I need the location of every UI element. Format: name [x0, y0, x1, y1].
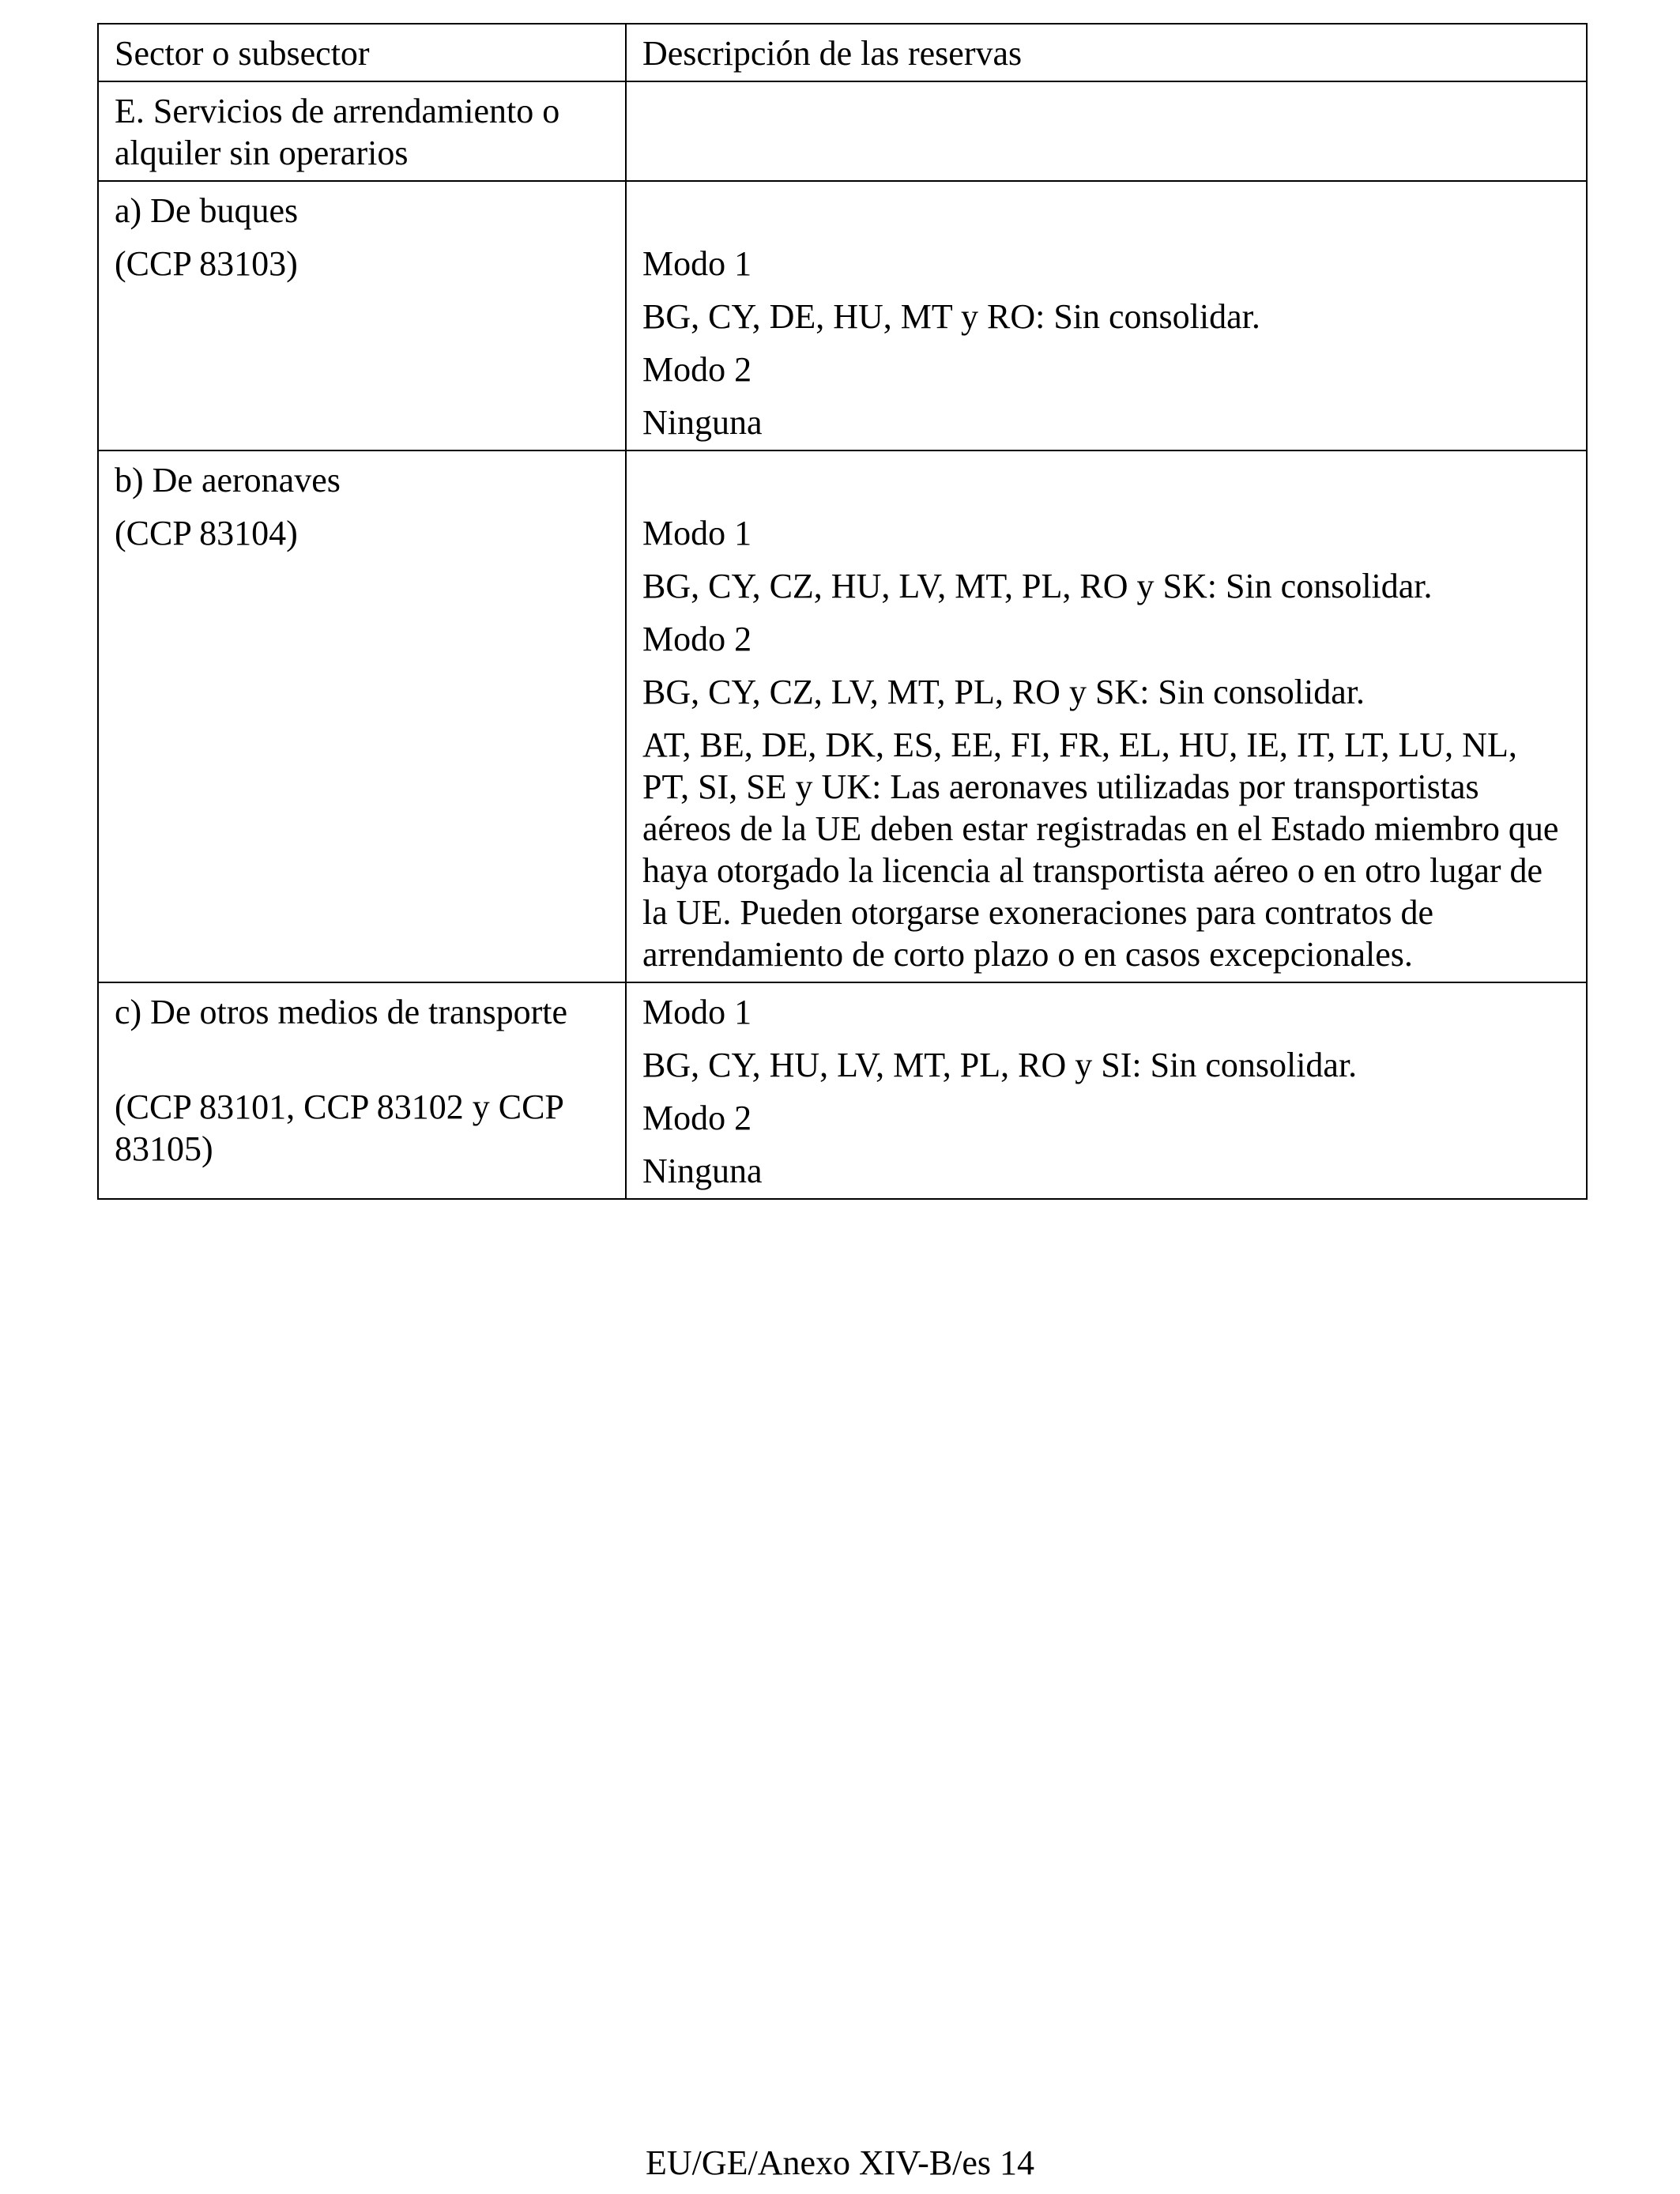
row-c-mode1-label: Modo 1 [642, 993, 752, 1031]
row-a-sector: a) De buques [115, 191, 299, 230]
section-e-title: E. Servicios de arrendamiento o alquiler sin operarios [115, 92, 560, 172]
table-row [98, 450, 1587, 982]
reservations-table [97, 23, 1588, 1200]
row-b-spacer [642, 459, 1570, 501]
row-c-sector-cell [98, 982, 626, 1199]
row-b-mode1-label: Modo 1 [642, 514, 752, 552]
row-b-mode2-text: BG, CY, CZ, LV, MT, PL, RO y SK: Sin consolidar. [642, 673, 1365, 711]
row-c-mode2-label: Modo 2 [642, 1099, 752, 1137]
section-e-row [98, 81, 1587, 181]
header-description-cell [626, 24, 1587, 81]
row-a-mode1-label: Modo 1 [642, 244, 752, 283]
row-b-mode2-extra: AT, BE, DE, DK, ES, EE, FI, FR, EL, HU, IE, IT, LT, LU, NL, PT, SI, SE y UK: Las aeronaves utilizadas por transportistas aéreos de la UE deben estar registradas en el Estado miembro que haya otorgado la licencia al transportista aéreo o en otro lugar de la UE. Pueden otorgarse exoneraciones para contratos de arrendamiento de corto plazo o en casos excepcionales. [642, 726, 1559, 974]
header-sector-label: Sector o subsector [115, 34, 370, 73]
row-a-mode1-text: BG, CY, DE, HU, MT y RO: Sin consolidar. [642, 297, 1260, 336]
section-e-title-cell [98, 81, 626, 181]
header-description-label: Descripción de las reservas [642, 34, 1023, 73]
header-sector-cell [98, 24, 626, 81]
page-footer [0, 2142, 1680, 2184]
row-a-description-cell [626, 181, 1587, 450]
row-a-mode2-label: Modo 2 [642, 350, 752, 389]
row-b-code: (CCP 83104) [115, 514, 298, 552]
table-header-row [98, 24, 1587, 81]
row-a-code: (CCP 83103) [115, 244, 298, 283]
row-b-sector: b) De aeronaves [115, 461, 341, 499]
row-c-mode1-text: BG, CY, HU, LV, MT, PL, RO y SI: Sin consolidar. [642, 1046, 1358, 1084]
row-b-mode2-label: Modo 2 [642, 620, 752, 658]
row-b-mode1-text: BG, CY, CZ, HU, LV, MT, PL, RO y SK: Sin consolidar. [642, 567, 1433, 605]
section-e-empty-cell [626, 81, 1587, 181]
row-a-spacer [642, 190, 1570, 232]
row-a-mode2-text: Ninguna [642, 403, 763, 442]
row-c-description-cell [626, 982, 1587, 1199]
row-c-mode2-text: Ninguna [642, 1152, 763, 1190]
row-b-sector-cell [98, 450, 626, 982]
row-c-code: (CCP 83101, CCP 83102 y CCP 83105) [115, 1088, 563, 1168]
footer-reference: EU/GE/Anexo XIV-B/es 14 [645, 2143, 1035, 2182]
table-row [98, 181, 1587, 450]
row-b-description-cell [626, 450, 1587, 982]
row-c-sector: c) De otros medios de transporte [115, 993, 568, 1031]
row-a-sector-cell [98, 181, 626, 450]
table-row [98, 982, 1587, 1199]
